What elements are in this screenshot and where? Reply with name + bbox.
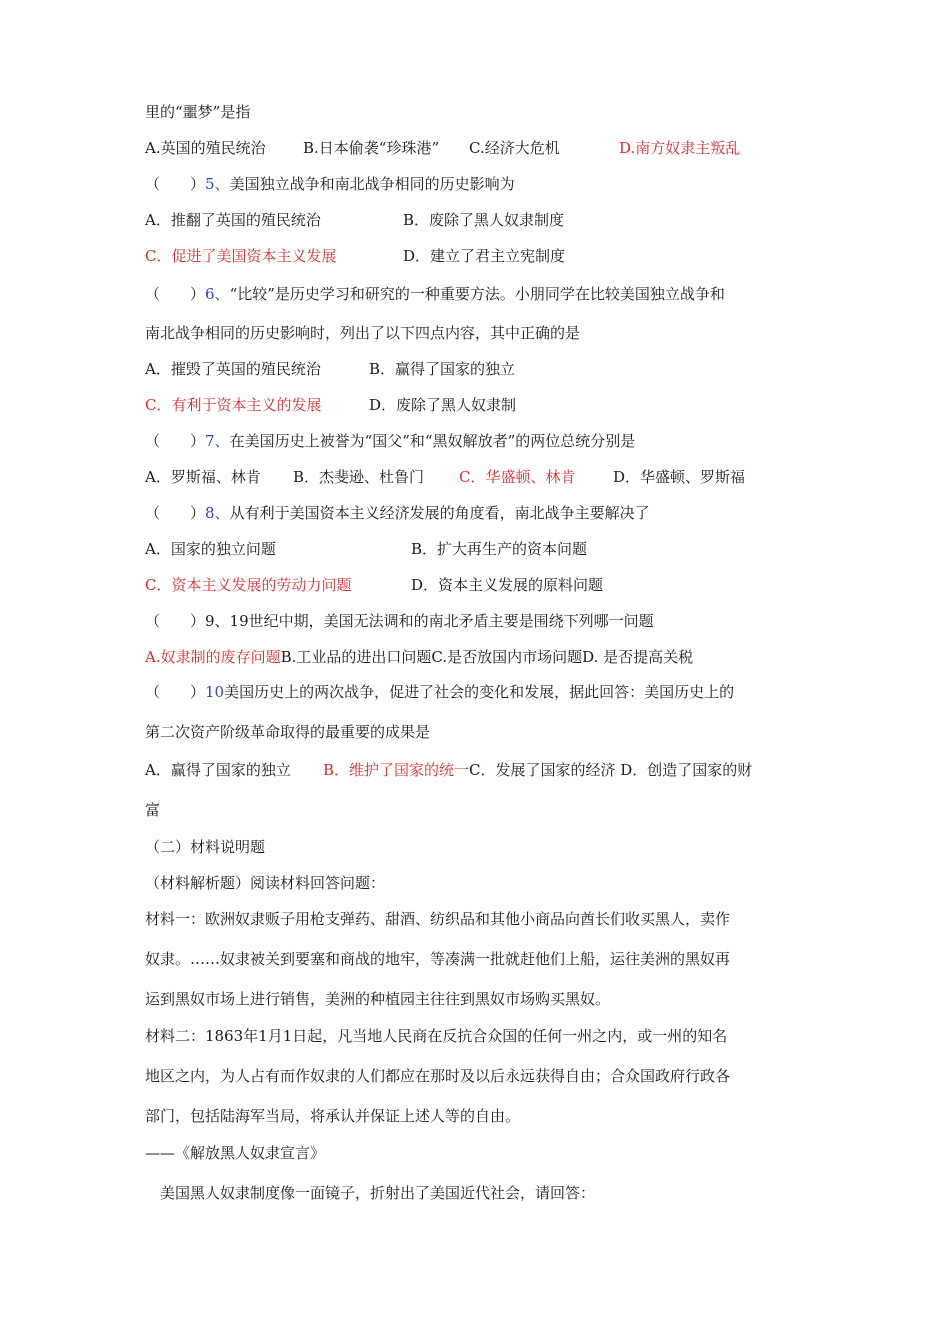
q6-answer-blank: （ ） [145, 285, 206, 303]
q10-stem-line1 [145, 682, 734, 702]
q10-option-b-answer: B．维护了国家的统一 [323, 761, 470, 779]
material-2-line1: 材料二：1863年1月1日起，凡当地人民商在反抗合众国的任何一州之内，或一州的知名 [145, 1027, 728, 1045]
material-1-line1: 材料一：欧洲奴隶贩子用枪支弹药、甜酒、纺织品和其他小商品向酋长们收买黑人，卖作 [145, 910, 731, 928]
section-subheading: （材料解析题）阅读材料回答问题： [145, 874, 386, 892]
q5-question: 美国独立战争和南北战争相同的历史影响为 [229, 175, 515, 193]
q7-option-b: B．杰斐逊、杜鲁门 [293, 468, 425, 486]
q6-option-a: A．摧毁了英国的殖民统治 [145, 360, 321, 378]
q8-option-a: A．国家的独立问题 [145, 540, 276, 558]
q7-number: 7、 [205, 432, 230, 450]
q9-question: 9、19世纪中期，美国无法调和的南北矛盾主要是围绕下列哪一问题 [205, 612, 654, 630]
q8-options-cd [145, 575, 603, 595]
material-2-line2: 地区之内，为人占有而作奴隶的人们都应在那时及以后永远获得自由；合众国政府行政各 [145, 1067, 731, 1085]
q8-option-c-answer: C．资本主义发展的劳动力问题 [145, 576, 352, 594]
material-2-source: ——《解放黑人奴隶宣言》 [145, 1144, 326, 1162]
q9-stem [145, 611, 654, 631]
q6-question: “比较”是历史学习和研究的一种重要方法。小朋同学在比较美国独立战争和 [229, 285, 725, 303]
q8-option-b: B．扩大再生产的资本问题 [411, 540, 588, 558]
q5-option-d: D．建立了君主立宪制度 [403, 247, 566, 265]
q8-question: 从有利于美国资本主义经济发展的角度看，南北战争主要解决了 [229, 504, 650, 522]
q7-options [145, 467, 745, 487]
q4-stem-tail: 里的“噩梦”是指 [145, 103, 251, 121]
q8-number: 8、 [205, 504, 230, 522]
q5-options-cd [145, 246, 565, 266]
q10-options [145, 760, 752, 780]
q6-option-b: B．赢得了国家的独立 [369, 360, 516, 378]
q8-options-ab [145, 539, 587, 559]
material-2-line3: 部门，包括陆海军当局，将承认并保证上述人等的自由。 [145, 1107, 521, 1125]
q5-option-b: B．废除了黑人奴隶制度 [403, 211, 565, 229]
q7-option-d: D．华盛顿、罗斯福 [613, 468, 746, 486]
q7-answer-blank: （ ） [145, 432, 206, 450]
material-1-line2: 奴隶。……奴隶被关到要塞和商战的地牢，等凑满一批就赶他们上船，运往美洲的黑奴再 [145, 950, 731, 968]
q4-option-a: A.英国的殖民统治 [145, 139, 266, 157]
q4-option-c: C.经济大危机 [469, 139, 560, 157]
q9-option-c: C.是否放国内市场问题 [431, 648, 583, 666]
q8-option-d: D．资本主义发展的原料问题 [411, 576, 604, 594]
q10-answer-blank: （ ） [145, 683, 206, 701]
q7-option-c-answer: C．华盛顿、林肯 [459, 468, 576, 486]
q6-number: 6、 [205, 285, 230, 303]
q6-stem-line2: 南北战争相同的历史影响时，列出了以下四点内容，其中正确的是 [145, 324, 581, 342]
q10-option-d-wrap: 富 [145, 801, 161, 819]
q5-answer-blank: （ ） [145, 175, 206, 193]
q7-question: 在美国历史上被誉为“国父”和“黑奴解放者”的两位总统分别是 [229, 432, 636, 450]
q6-option-d: D．废除了黑人奴隶制 [369, 396, 517, 414]
q5-number: 5、 [205, 175, 230, 193]
q5-options-ab [145, 210, 564, 230]
question-prompt: 美国黑人奴隶制度像一面镜子，折射出了美国近代社会，请回答： [160, 1184, 596, 1202]
q7-option-a: A．罗斯福、林肯 [145, 468, 261, 486]
q4-options [145, 138, 740, 158]
q4-option-d-answer: D.南方奴隶主叛乱 [619, 139, 741, 157]
q9-option-b: B.工业品的进出口问题 [280, 648, 432, 666]
q10-option-cd: C．发展了国家的经济 D．创造了国家的财 [469, 761, 753, 779]
q10-option-a: A．赢得了国家的独立 [145, 761, 291, 779]
q9-option-d: D. 是否提高关税 [582, 648, 694, 666]
section-heading: （二）材料说明题 [145, 838, 266, 856]
q5-stem [145, 174, 515, 194]
q6-options-cd [145, 395, 516, 415]
q6-stem-line1 [145, 284, 725, 304]
material-1-line3: 运到黑奴市场上进行销售，美洲的种植园主往往到黑奴市场购买黑奴。 [145, 990, 611, 1008]
q10-question: 美国历史上的两次战争，促进了社会的变化和发展，据此回答：美国历史上的 [224, 683, 735, 701]
q6-option-c-answer: C．有利于资本主义的发展 [145, 396, 322, 414]
q5-option-c-answer: C．促进了美国资本主义发展 [145, 247, 337, 265]
q9-answer-blank: （ ） [145, 612, 206, 630]
q4-option-b: B.日本偷袭“珍珠港” [303, 139, 440, 157]
q9-options [145, 647, 693, 667]
q9-option-a-answer: A.奴隶制的废存问题 [145, 648, 281, 666]
q5-option-a: A．推翻了英国的殖民统治 [145, 211, 321, 229]
q10-number: 10 [205, 683, 225, 701]
q8-stem [145, 503, 650, 523]
q7-stem [145, 431, 635, 451]
q6-options-ab [145, 359, 515, 379]
q10-stem-line2: 第二次资产阶级革命取得的最重要的成果是 [145, 723, 431, 741]
q8-answer-blank: （ ） [145, 504, 206, 522]
